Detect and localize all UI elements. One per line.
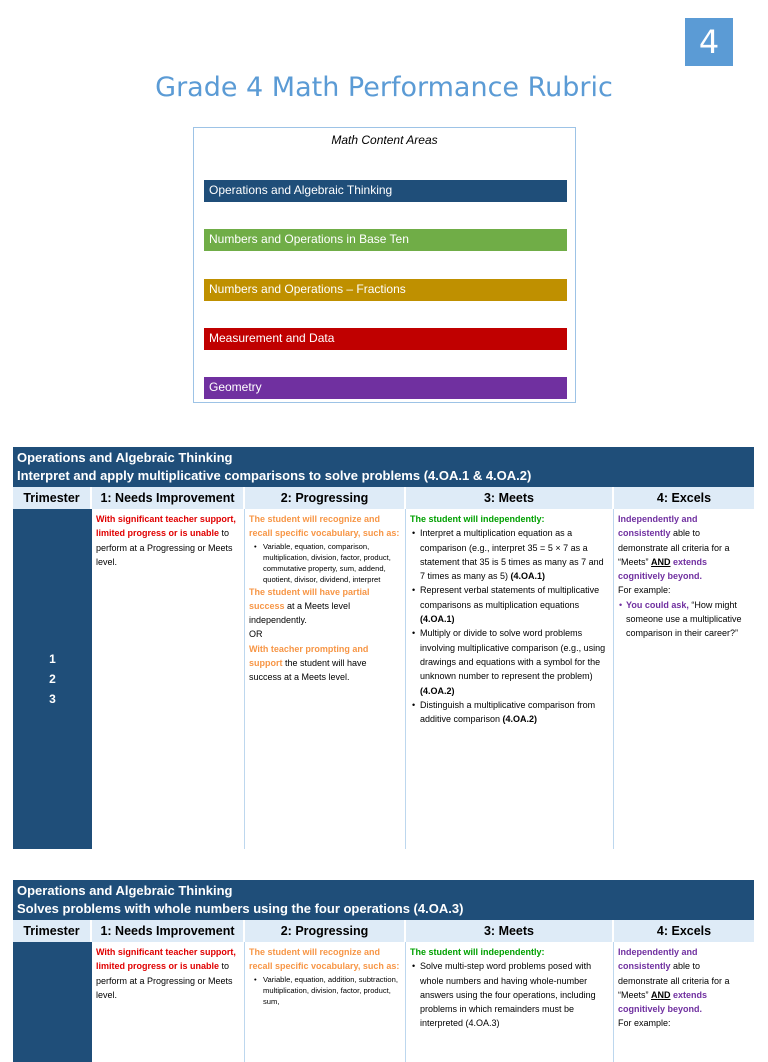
col-trimester: Trimester (13, 920, 92, 942)
trimester-cell (13, 509, 92, 849)
table-row (13, 942, 754, 1062)
needs-text: to perform at a Progressing or Meets level. (96, 528, 233, 567)
content-area-base-ten: Numbers and Operations in Base Ten (204, 229, 567, 251)
column-header-row (13, 920, 754, 942)
rubric-standard-title: Solves problems with whole numbers using the four operations (4.OA.3) (17, 901, 464, 916)
content-area-fractions: Numbers and Operations – Fractions (204, 279, 567, 301)
column-header-row (13, 487, 754, 509)
excels-cell (614, 942, 754, 1062)
col-needs-improvement: 1: Needs Improvement (92, 487, 245, 509)
table-row (13, 509, 754, 849)
needs-emphasis: With significant teacher support, limited progress or is unable (96, 514, 236, 539)
rubric-area-title: Operations and Algebraic Thinking (17, 883, 233, 898)
meets-item: • Represent verbal statements of multiplicative comparisons as multiplication equations (4.OA.1) (410, 583, 609, 626)
content-area-geometry: Geometry (204, 377, 567, 399)
meets-item: • Solve multi-step word problems posed with whole numbers and having whole-number answers using the four operations, including problems in which remainders must be interpreted (4.OA.3) (410, 959, 609, 1030)
meets-item: • Distinguish a multiplicative comparison from additive comparison (4.OA.2) (410, 698, 609, 727)
rubric-table-1 (13, 447, 754, 849)
col-excels: 4: Excels (614, 487, 754, 509)
col-needs-improvement: 1: Needs Improvement (92, 920, 245, 942)
col-progressing: 2: Progressing (245, 920, 406, 942)
col-trimester: Trimester (13, 487, 92, 509)
meets-item: • Interpret a multiplication equation as a comparison (e.g., interpret 35 = 5 × 7 as a statement that 35 is 5 times as many as 7 and 7 times as many as 5) (4.OA.1) (410, 526, 609, 583)
needs-improvement-cell (92, 509, 245, 849)
vocab-list: • Variable, equation, addition, subtraction, multiplication, division, factor, product, sum, (249, 974, 401, 1007)
progressing-cell (245, 942, 406, 1062)
meets-intro: The student will independently: (410, 514, 545, 524)
needs-improvement-cell (92, 942, 245, 1062)
col-meets: 3: Meets (406, 920, 614, 942)
rubric-header (13, 447, 754, 487)
progressing-cell (245, 509, 406, 849)
grade-badge: 4 (685, 18, 733, 66)
rubric-table-2 (13, 880, 754, 1062)
content-areas-title: Math Content Areas (331, 133, 438, 147)
or-text: OR (249, 629, 263, 640)
needs-text: to perform at a Progressing or Meets level. (96, 961, 233, 1000)
example-label: For example: (618, 585, 671, 596)
excels-text: Independently and consistently able to demonstrate all criteria for a “Meets” AND extends cognitively beyond. (618, 947, 730, 1015)
col-meets: 3: Meets (406, 487, 614, 509)
progressing-intro: The student will recognize and recall specific vocabulary, such as: (249, 947, 400, 972)
rubric-standard-title: Interpret and apply multiplicative comparisons to solve problems (4.OA.1 & 4.OA.2) (17, 468, 532, 483)
excels-text: Independently and consistently able to demonstrate all criteria for a “Meets” AND extends cognitively beyond. (618, 514, 730, 582)
rubric-header (13, 880, 754, 920)
vocab-list: • Variable, equation, comparison, multiplication, division, factor, product, commutative property, sum, addend, quotient, divisor, dividend, interpret (249, 541, 401, 585)
meets-cell (406, 942, 614, 1062)
prompting-text: With teacher prompting and support the student will have success at a Meets level. (249, 643, 369, 683)
col-excels: 4: Excels (614, 920, 754, 942)
content-area-operations-algebraic: Operations and Algebraic Thinking (204, 180, 567, 202)
needs-emphasis: With significant teacher support, limited progress or is unable (96, 947, 236, 972)
meets-item: • Multiply or divide to solve word problems involving multiplicative comparison (e.g., using drawings and equations with a symbol for the unknown number to represent the problem) (4.OA.2) (410, 626, 609, 697)
partial-success-text: The student will have partial success at a Meets level independently. (249, 586, 370, 626)
example-label: For example: (618, 1018, 671, 1029)
example-item: • You could ask, “How might someone use a multiplicative comparison in their career?” (618, 598, 750, 641)
content-areas-box (193, 127, 576, 403)
page-title: Grade 4 Math Performance Rubric (155, 72, 613, 103)
rubric-area-title: Operations and Algebraic Thinking (17, 450, 233, 465)
trimester-3: 3 (49, 692, 56, 706)
meets-cell (406, 509, 614, 849)
trimester-cell (13, 942, 92, 1062)
trimester-1: 1 (49, 652, 56, 666)
trimester-2: 2 (49, 672, 56, 686)
excels-cell (614, 509, 754, 849)
content-area-measurement-data: Measurement and Data (204, 328, 567, 350)
progressing-intro: The student will recognize and recall specific vocabulary, such as: (249, 514, 400, 539)
meets-intro: The student will independently: (410, 947, 545, 957)
col-progressing: 2: Progressing (245, 487, 406, 509)
